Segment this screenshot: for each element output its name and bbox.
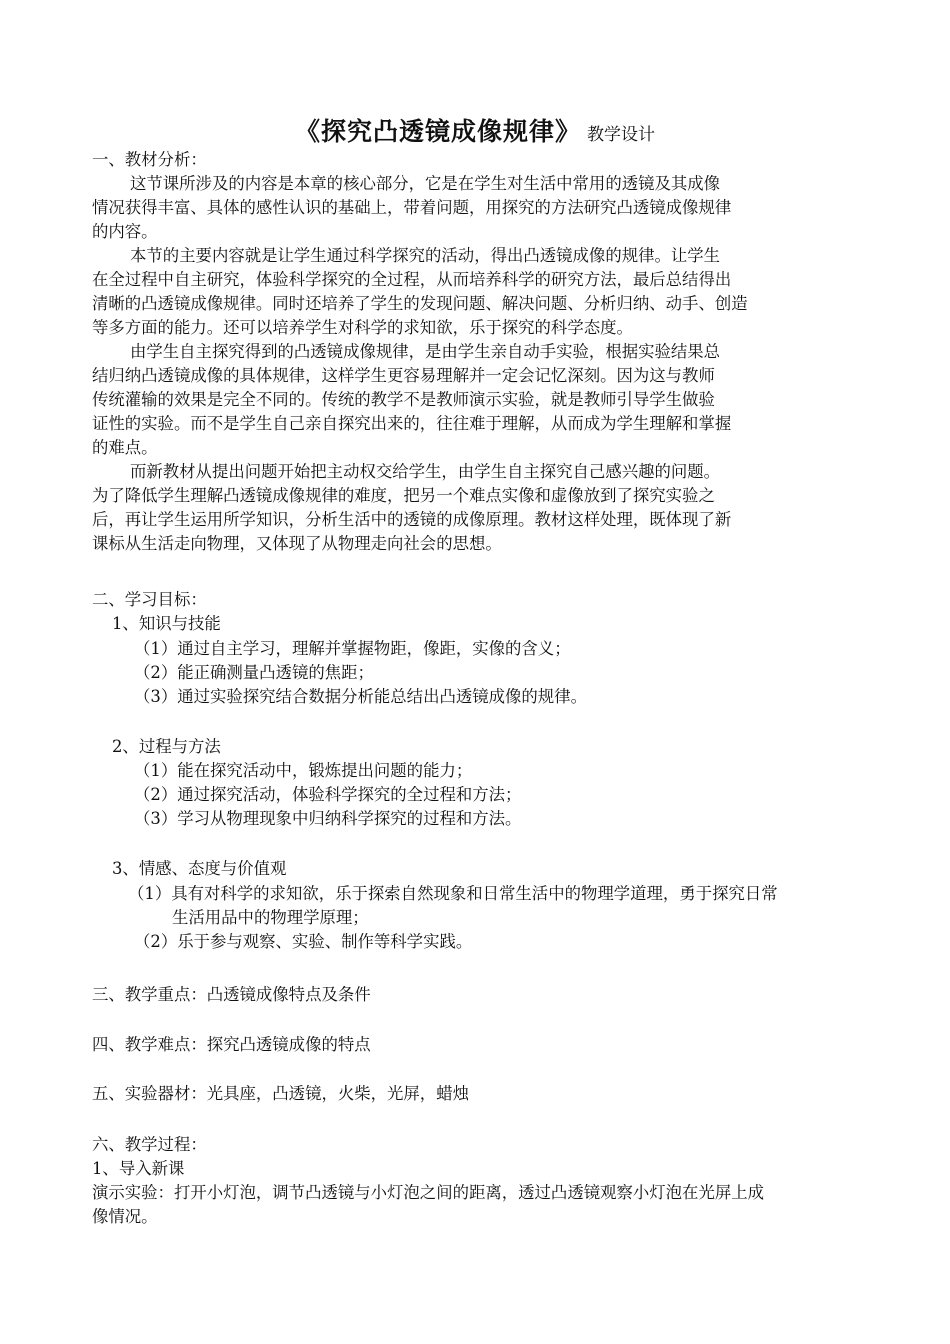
list-item: （2）乐于参与观察、实验、制作等科学实践。	[134, 932, 473, 951]
paragraph-line: 的内容。	[92, 222, 158, 241]
list-item: （3）通过实验探究结合数据分析能总结出凸透镜成像的规律。	[134, 687, 587, 706]
section4-difficulties: 四、教学难点：探究凸透镜成像的特点	[92, 1035, 371, 1054]
paragraph-line: 为了降低学生理解凸透镜成像规律的难度，把另一个难点实像和虚像放到了探究实验之	[92, 486, 715, 505]
section2-heading: 二、学习目标：	[92, 590, 207, 609]
list-item: （2）通过探究活动，体验科学探究的全过程和方法；	[134, 785, 522, 804]
paragraph-line: 而新教材从提出问题开始把主动权交给学生，由学生自主探究自己感兴趣的问题。	[130, 462, 721, 481]
section6-heading: 六、教学过程：	[92, 1135, 207, 1154]
list-item: （2）能正确测量凸透镜的焦距；	[134, 663, 374, 682]
paragraph-line: 传统灌输的效果是完全不同的。传统的教学不是教师演示实验，就是教师引导学生做验	[92, 390, 715, 409]
paragraph-line: 清晰的凸透镜成像规律。同时还培养了学生的发现问题、解决问题、分析归纳、动手、创造	[92, 294, 748, 313]
paragraph-line: 后，再让学生运用所学知识，分析生活中的透镜的成像原理。教材这样处理，既体现了新	[92, 510, 732, 529]
paragraph-line: 演示实验：打开小灯泡，调节凸透镜与小灯泡之间的距离，透过凸透镜观察小灯泡在光屏上成	[92, 1183, 765, 1202]
subsection-heading: 2、过程与方法	[112, 737, 221, 756]
section5-equipment: 五、实验器材：光具座，凸透镜，火柴，光屏，蜡烛	[92, 1084, 469, 1103]
title-sub: 教学设计	[587, 125, 655, 145]
paragraph-line: 在全过程中自主研究，体验科学探究的全过程，从而培养科学的研究方法，最后总结得出	[92, 270, 732, 289]
paragraph-line: 证性的实验。而不是学生自己亲自探究出来的，往往难于理解，从而成为学生理解和掌握	[92, 414, 732, 433]
paragraph-line: 情况获得丰富、具体的感性认识的基础上，带着问题，用探究的方法研究凸透镜成像规律	[92, 198, 732, 217]
subsection-heading: 3、情感、态度与价值观	[112, 859, 287, 878]
list-item: （1）通过自主学习，理解并掌握物距，像距，实像的含义；	[134, 639, 571, 658]
paragraph-line: 这节课所涉及的内容是本章的核心部分，它是在学生对生活中常用的透镜及其成像	[130, 174, 721, 193]
paragraph-line: 结归纳凸透镜成像的具体规律，这样学生更容易理解并一定会记忆深刻。因为这与教师	[92, 366, 715, 385]
document-title	[0, 112, 950, 148]
list-item: （1）能在探究活动中，锻炼提出问题的能力；	[134, 761, 473, 780]
section3-key-points: 三、教学重点：凸透镜成像特点及条件	[92, 985, 371, 1004]
list-item-continued: 生活用品中的物理学原理；	[172, 908, 369, 927]
paragraph-line: 课标从生活走向物理，又体现了从物理走向社会的思想。	[92, 534, 502, 553]
section1-heading: 一、教材分析：	[92, 150, 207, 169]
title-main: 《探究凸透镜成像规律》	[294, 117, 581, 146]
subsection-heading: 1、导入新课	[92, 1159, 185, 1178]
paragraph-line: 由学生自主探究得到的凸透镜成像规律，是由学生亲自动手实验，根据实验结果总	[130, 342, 721, 361]
paragraph-line: 的难点。	[92, 438, 158, 457]
paragraph-line: 像情况。	[92, 1207, 158, 1226]
list-item: （3）学习从物理现象中归纳科学探究的过程和方法。	[134, 809, 522, 828]
list-item: （1）具有对科学的求知欲，乐于探索自然现象和日常生活中的物理学道理，勇于探究日常	[128, 884, 778, 903]
subsection-heading: 1、知识与技能	[112, 614, 221, 633]
paragraph-line: 等多方面的能力。还可以培养学生对科学的求知欲，乐于探究的科学态度。	[92, 318, 633, 337]
paragraph-line: 本节的主要内容就是让学生通过科学探究的活动，得出凸透镜成像的规律。让学生	[130, 246, 721, 265]
